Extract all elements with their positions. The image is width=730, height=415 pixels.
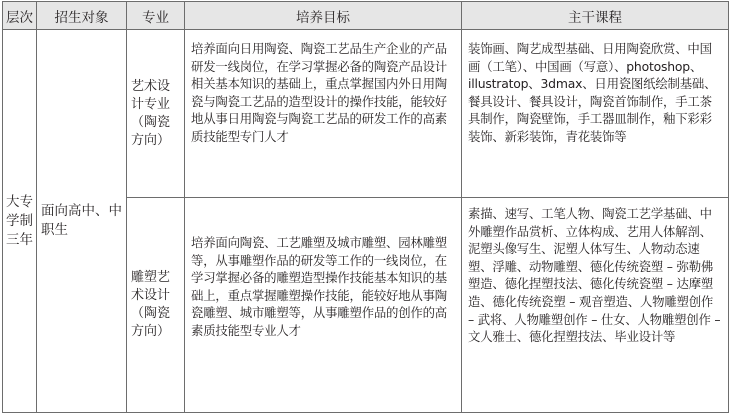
target-cell: 面向高中、中职生 (37, 30, 127, 413)
header-courses: 主干课程 (462, 2, 729, 30)
courses-cell: 素描、速写、工笔人物、陶瓷工艺学基础、中外雕塑作品赏析、立体构成、艺用人体解剖、泥塑头像写生、泥塑人体写生、人物动态速塑、浮雕、动物雕塑、德化传统瓷塑 – 弥勒佛塑造、德化捏塑技法、德化传统瓷塑 – 达摩塑造、德化传统瓷塑 – 观音塑造、人物雕塑创作 – 武将、人物雕塑创作 – 仕女、人物雕塑创作 – 文人雅士、德化捏塑技法、毕业设计等 (462, 198, 729, 413)
major-cell: 雕塑艺术设计（陶瓷方向） (127, 198, 185, 413)
major-cell: 艺术设计专业（陶瓷方向） (127, 30, 185, 198)
goal-cell: 培养面向陶瓷、工艺雕塑及城市雕塑、园林雕塑等，从事雕塑作品的研发等工作的一线岗位，在学习掌握必备的雕塑造型操作技能基本知识的基础上，重点掌握雕塑操作技能，能较好地从事陶瓷雕塑、城市雕塑等，从事雕塑作品的创作的高素质技能型专业人才 (185, 198, 462, 413)
header-level: 层次 (3, 2, 37, 30)
header-major: 专业 (127, 2, 185, 30)
level-cell: 大专学制三年 (3, 30, 37, 413)
courses-cell: 装饰画、陶艺成型基础、日用陶瓷欣赏、中国画（工笔）、中国画（写意）、photoshop、illustratop、3dmax、日用瓷图纸绘制基础、餐具设计、餐具设计，陶瓷首饰制作，手工茶具制作，陶瓷壁饰，手工器皿制作，釉下彩彩装饰、新彩装饰，青花装饰等 (462, 30, 729, 198)
header-goal: 培养目标 (185, 2, 462, 30)
header-target: 招生对象 (37, 2, 127, 30)
goal-cell: 培养面向日用陶瓷、陶瓷工艺品生产企业的产品研发一线岗位，在学习掌握必备的陶瓷产品设计相关基本知识的基础上，重点掌握国内外日用陶瓷与陶瓷工艺品的造型设计的操作技能，能较好地从事日用陶瓷与陶瓷工艺品的研发工作的高素质技能型专门人才 (185, 30, 462, 198)
curriculum-table-container (2, 1, 728, 411)
table-row (3, 30, 729, 198)
header-row (3, 2, 729, 30)
curriculum-table (2, 1, 729, 413)
